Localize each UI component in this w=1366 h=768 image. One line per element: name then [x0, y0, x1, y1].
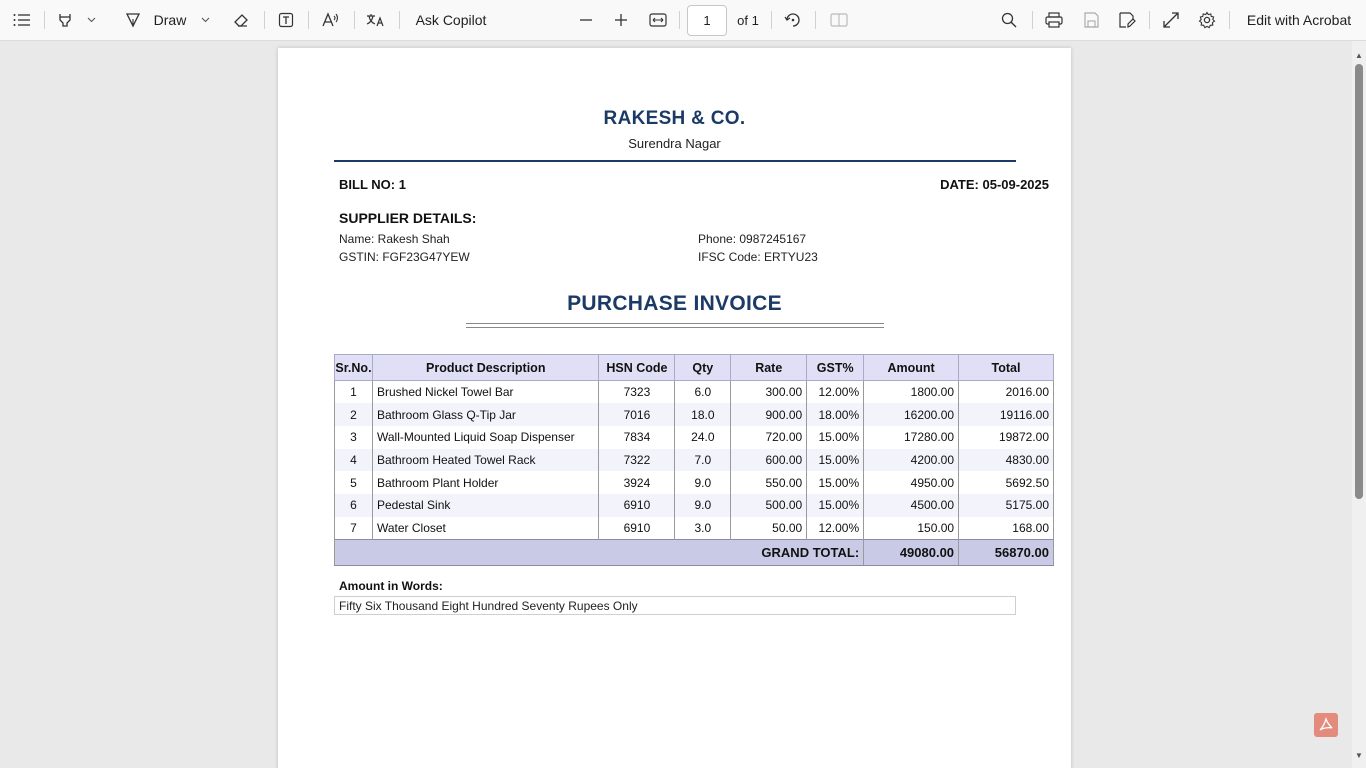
table-row [335, 471, 1054, 494]
cell-qty: 3.0 [675, 517, 731, 540]
text-box-icon[interactable] [275, 0, 297, 40]
supplier-ifsc: IFSC Code: ERTYU23 [698, 250, 818, 264]
cell-rate: 550.00 [731, 471, 807, 494]
cell-total: 5175.00 [959, 494, 1054, 517]
cell-total: 2016.00 [959, 381, 1054, 404]
cell-description: Pedestal Sink [372, 494, 599, 517]
cell-qty: 18.0 [675, 403, 731, 426]
grand-total-label: GRAND TOTAL: [335, 539, 864, 565]
bill-date: DATE: 05-09-2025 [940, 177, 1049, 192]
title-double-underline [466, 323, 884, 328]
search-icon[interactable] [998, 0, 1020, 40]
page-view-icon[interactable] [828, 0, 850, 40]
draw-dropdown-chevron-icon[interactable] [198, 0, 212, 40]
cell-gst: 12.00% [807, 517, 864, 540]
supplier-name: Name: Rakesh Shah [339, 232, 450, 246]
table-header-row [335, 355, 1054, 381]
cell-sr-no: 6 [335, 494, 373, 517]
translate-icon[interactable] [364, 0, 388, 40]
cell-hsn: 7834 [599, 426, 675, 449]
pdf-page [278, 48, 1071, 768]
cell-qty: 6.0 [675, 381, 731, 404]
vertical-scrollbar[interactable] [1352, 41, 1366, 768]
fit-width-icon[interactable] [647, 0, 669, 40]
cell-total: 19116.00 [959, 403, 1054, 426]
table-row [335, 449, 1054, 472]
cell-sr-no: 4 [335, 449, 373, 472]
table-row [335, 403, 1054, 426]
draw-button[interactable]: Draw [153, 12, 187, 28]
page-number-input[interactable]: 1 [687, 5, 727, 36]
scroll-down-arrow-icon[interactable]: ▼ [1355, 751, 1363, 760]
cell-rate: 900.00 [731, 403, 807, 426]
read-aloud-icon[interactable] [320, 0, 342, 40]
save-icon[interactable] [1080, 0, 1102, 40]
cell-description: Water Closet [372, 517, 599, 540]
grand-total-total: 56870.00 [959, 539, 1054, 565]
column-header: Amount [864, 355, 959, 381]
cell-description: Bathroom Plant Holder [372, 471, 599, 494]
contents-list-icon[interactable] [10, 0, 34, 40]
cell-hsn: 6910 [599, 494, 675, 517]
cell-hsn: 3924 [599, 471, 675, 494]
cell-sr-no: 5 [335, 471, 373, 494]
column-header: Qty [675, 355, 731, 381]
zoom-in-icon[interactable] [611, 0, 631, 40]
cell-gst: 15.00% [807, 449, 864, 472]
column-header: Product Description [372, 355, 599, 381]
cell-total: 19872.00 [959, 426, 1054, 449]
column-header: Rate [731, 355, 807, 381]
company-city: Surendra Nagar [628, 136, 721, 151]
cell-description: Wall-Mounted Liquid Soap Dispenser [372, 426, 599, 449]
header-divider [334, 160, 1016, 162]
cell-hsn: 7016 [599, 403, 675, 426]
cell-qty: 24.0 [675, 426, 731, 449]
cell-rate: 720.00 [731, 426, 807, 449]
cell-amount: 4950.00 [864, 471, 959, 494]
scroll-up-arrow-icon[interactable]: ▲ [1355, 51, 1363, 60]
cell-qty: 9.0 [675, 471, 731, 494]
cell-rate: 50.00 [731, 517, 807, 540]
cell-qty: 7.0 [675, 449, 731, 472]
cell-gst: 18.00% [807, 403, 864, 426]
cell-qty: 9.0 [675, 494, 731, 517]
cell-sr-no: 1 [335, 381, 373, 404]
cell-description: Bathroom Glass Q-Tip Jar [372, 403, 599, 426]
pdf-toolbar [0, 0, 1366, 41]
cell-rate: 500.00 [731, 494, 807, 517]
supplier-details-heading: SUPPLIER DETAILS: [339, 210, 477, 226]
table-row [335, 426, 1054, 449]
invoice-items-table [334, 354, 1054, 566]
grand-total-amount: 49080.00 [864, 539, 959, 565]
cell-description: Brushed Nickel Towel Bar [372, 381, 599, 404]
amount-in-words-label: Amount in Words: [339, 579, 443, 593]
cell-gst: 15.00% [807, 494, 864, 517]
cell-rate: 300.00 [731, 381, 807, 404]
zoom-out-icon[interactable] [576, 0, 596, 40]
acrobat-icon[interactable] [1314, 713, 1338, 737]
cell-description: Bathroom Heated Towel Rack [372, 449, 599, 472]
cell-hsn: 7323 [599, 381, 675, 404]
supplier-gstin: GSTIN: FGF23G47YEW [339, 250, 470, 264]
table-row [335, 381, 1054, 404]
column-header: HSN Code [599, 355, 675, 381]
cell-amount: 1800.00 [864, 381, 959, 404]
cell-hsn: 7322 [599, 449, 675, 472]
column-header: Total [959, 355, 1054, 381]
save-as-icon[interactable] [1116, 0, 1138, 40]
table-row [335, 517, 1054, 540]
cell-total: 5692.50 [959, 471, 1054, 494]
table-row [335, 494, 1054, 517]
ask-copilot-button[interactable]: Ask Copilot [415, 12, 487, 28]
cell-amount: 4200.00 [864, 449, 959, 472]
cell-hsn: 6910 [599, 517, 675, 540]
cell-gst: 15.00% [807, 471, 864, 494]
cell-amount: 4500.00 [864, 494, 959, 517]
print-icon[interactable] [1043, 0, 1065, 40]
cell-total: 168.00 [959, 517, 1054, 540]
full-screen-icon[interactable] [1160, 0, 1182, 40]
cell-rate: 600.00 [731, 449, 807, 472]
cell-amount: 17280.00 [864, 426, 959, 449]
edit-with-acrobat-button[interactable]: Edit with Acrobat [1246, 12, 1352, 28]
cell-sr-no: 7 [335, 517, 373, 540]
highlight-dropdown-chevron-icon[interactable] [84, 0, 98, 40]
scroll-thumb[interactable] [1355, 64, 1363, 499]
cell-gst: 15.00% [807, 426, 864, 449]
column-header: GST% [807, 355, 864, 381]
company-name: RAKESH & CO. [603, 108, 746, 129]
grand-total-row [335, 539, 1054, 565]
amount-in-words-value: Fifty Six Thousand Eight Hundred Seventy Rupees Only [334, 596, 1016, 615]
bill-number: BILL NO: 1 [339, 177, 406, 192]
invoice-title: PURCHASE INVOICE [567, 292, 782, 315]
page-total-label: of 1 [737, 12, 759, 28]
cell-gst: 12.00% [807, 381, 864, 404]
column-header: Sr.No. [335, 355, 373, 381]
settings-gear-icon[interactable] [1196, 0, 1218, 40]
highlight-icon[interactable] [54, 0, 76, 40]
cell-amount: 150.00 [864, 517, 959, 540]
cell-total: 4830.00 [959, 449, 1054, 472]
draw-icon[interactable] [122, 0, 144, 40]
eraser-icon[interactable] [230, 0, 252, 40]
supplier-phone: Phone: 0987245167 [698, 232, 807, 246]
cell-sr-no: 3 [335, 426, 373, 449]
cell-amount: 16200.00 [864, 403, 959, 426]
rotate-icon[interactable] [782, 0, 804, 40]
cell-sr-no: 2 [335, 403, 373, 426]
